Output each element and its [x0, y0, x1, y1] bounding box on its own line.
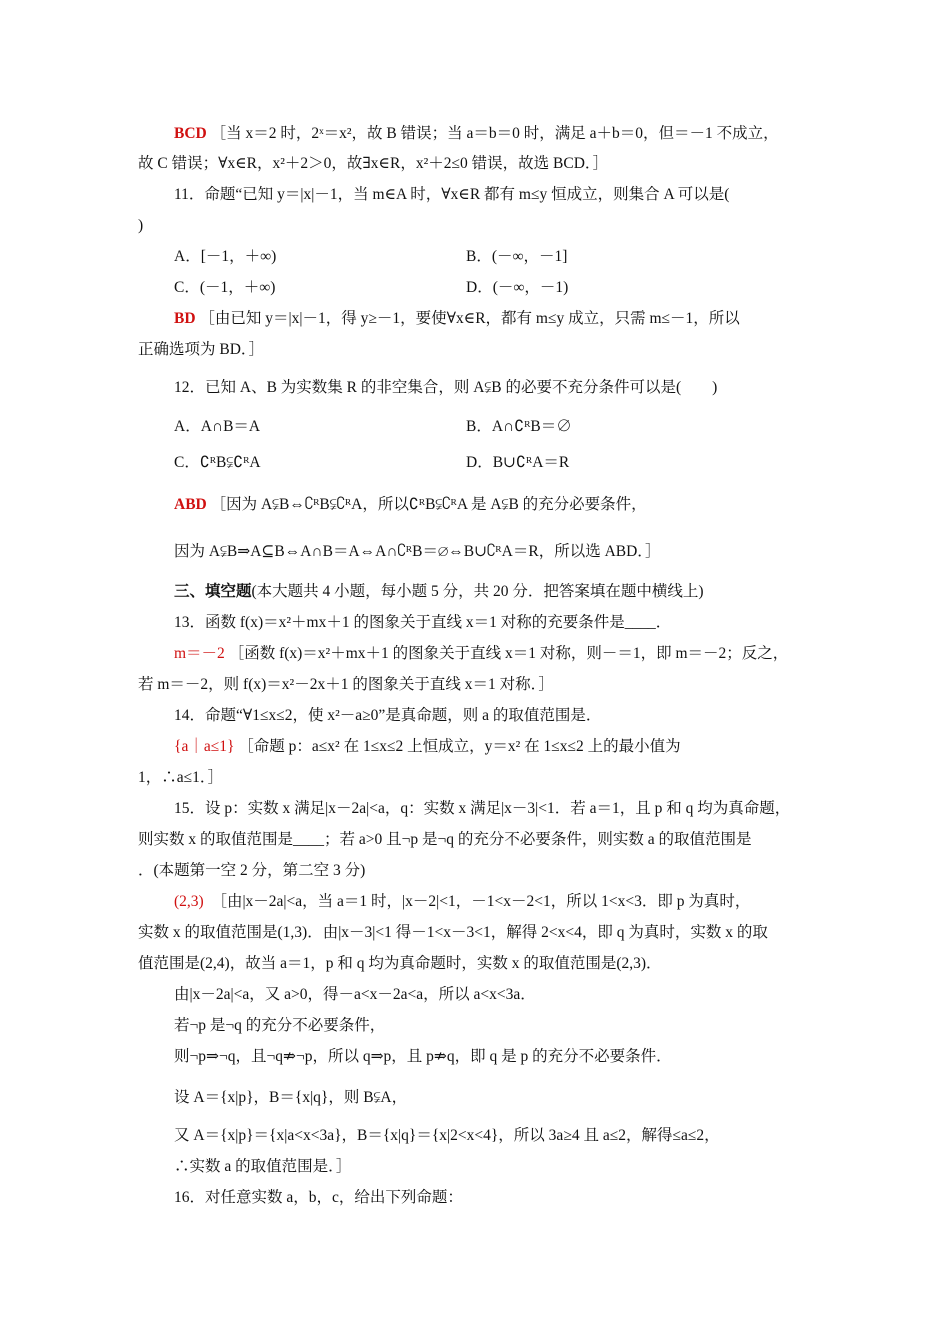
option-b: B．(－∞，－1] — [466, 248, 568, 265]
text-line: 设 A＝{x|p}，B＝{x|q}，则 B⫋A， — [174, 1089, 408, 1106]
answer-line — [174, 892, 750, 912]
text-line: 正确选项为 BD．］ — [138, 341, 265, 358]
answer-label: ABD — [174, 496, 207, 513]
answer-text: ［当 x＝2 时，2ˣ＝x²，故 B 错误；当 a＝b＝0 时，满足 a＋b＝0，但＝－1 不成立， — [206, 125, 779, 142]
answer-label: BD — [174, 310, 196, 327]
text-line: 值范围是(2,4)，故当 a＝1，p 和 q 均为真命题时，实数 x 的取值范围是(2,3)． — [138, 955, 662, 972]
text-line: 因为 A⫋B⇒A⊆B⇔A∩B＝A⇔A∩∁ᴿB＝∅⇔B∪∁ᴿA＝R，所以选 ABD．］ — [174, 543, 661, 560]
option-c: C．∁ᴿB⫋∁ᴿA — [174, 454, 261, 471]
question-14: 14．命题“∀1≤x≤2，使 x²－a≥0”是真命题，则 a 的取值范围是． — [174, 707, 602, 724]
text-line: 1，∴a≤1．］ — [138, 769, 224, 786]
text-line: 若¬p 是¬q 的充分不必要条件， — [174, 1017, 386, 1034]
text-line: 实数 x 的取值范围是(1,3)．由|x－3|<1 得－1<x－3<1，解得 2<x<4，即 q 为真时，实数 x 的取 — [138, 924, 768, 941]
text-line: ．(本题第一空 2 分，第二空 3 分) — [138, 862, 366, 879]
option-c: C．(－1，＋∞) — [174, 279, 276, 296]
text-line: 若 m＝－2，则 f(x)＝x²－2x＋1 的图象关于直线 x＝1 对称．］ — [138, 676, 554, 693]
answer-text: ［由|x－2a|<a，当 a＝1 时，|x－2|<1，－1<x－2<1，所以 1<x<3．即 p 为真时， — [203, 893, 751, 910]
text-line: 故 C 错误；∀x∈R，x²＋2＞0，故∃x∈R，x²＋2≤0 错误，故选 BCD．］ — [138, 155, 609, 172]
answer-line — [174, 495, 647, 515]
option-a: A．[－1，＋∞) — [174, 248, 277, 265]
section-note: (本大题共 4 小题，每小题 5 分，共 20 分．把答案填在题中横线上) — [251, 583, 704, 600]
text-line: ∴实数 a 的取值范围是．］ — [174, 1158, 352, 1175]
section-heading — [174, 582, 704, 602]
text-line: 又 A＝{x|p}＝{x|a<x<3a}，B＝{x|q}＝{x|2<x<4}，所以 3a≥4 且 a≤2，解得≤a≤2， — [174, 1127, 720, 1144]
text-line: ) — [138, 217, 144, 234]
answer-line — [174, 644, 788, 664]
answer-label: m＝－2 — [174, 645, 225, 662]
option-d: D．(－∞，－1) — [466, 279, 569, 296]
option-b: B．A∩∁ᴿB＝∅ — [466, 418, 572, 435]
answer-text: ［函数 f(x)＝x²＋mx＋1 的图象关于直线 x＝1 对称，则－＝1，即 m＝－2；反之， — [224, 645, 789, 662]
answer-line — [174, 309, 740, 329]
answer-text: ［由已知 y＝|x|－1，得 y≥－1，要使∀x∈R，都有 m≤y 成立，只需 m≤－1，所以 — [195, 310, 740, 327]
answer-text: ［命题 p：a≤x² 在 1≤x≤2 上恒成立，y＝x² 在 1≤x≤2 上的最小值为 — [234, 738, 681, 755]
answer-line — [174, 737, 681, 757]
question-13: 13．函数 f(x)＝x²＋mx＋1 的图象关于直线 x＝1 对称的充要条件是____． — [174, 614, 672, 631]
question-12: 12．已知 A、B 为实数集 R 的非空集合，则 A⫋B 的必要不充分条件可以是( ) — [174, 379, 718, 396]
text-line: 则实数 x 的取值范围是____；若 a>0 且¬p 是¬q 的充分不必要条件，则实数 a 的取值范围是 — [138, 831, 752, 848]
question-11: 11．命题“已知 y＝|x|－1，当 m∈A 时，∀x∈R 都有 m≤y 恒成立，则集合 A 可以是( — [174, 186, 730, 203]
option-d: D．B∪∁ᴿA＝R — [466, 454, 570, 471]
answer-line — [174, 124, 779, 144]
option-a: A．A∩B＝A — [174, 418, 261, 435]
answer-text: ［因为 A⫋B⇔∁ᴿB⫋∁ᴿA，所以∁ᴿB⫋∁ᴿA 是 A⫋B 的充分必要条件， — [206, 496, 647, 513]
answer-label: {a｜a≤1} — [174, 738, 235, 755]
section-title: 三、填空题 — [174, 583, 252, 600]
question-15: 15．设 p：实数 x 满足|x－2a|<a，q：实数 x 满足|x－3|<1．若 a＝1，且 p 和 q 均为真命题， — [174, 800, 791, 817]
question-16: 16．对任意实数 a，b，c，给出下列命题： — [174, 1189, 463, 1206]
text-line: 由|x－2a|<a，又 a>0，得－a<x－2a<a，所以 a<x<3a． — [174, 986, 536, 1003]
text-line: 则¬p⇒¬q，且¬q⇏¬p，所以 q⇒p，且 p⇏q，即 q 是 p 的充分不必要条件． — [174, 1048, 672, 1065]
answer-label: BCD — [174, 125, 207, 142]
answer-label: (2,3) — [174, 893, 204, 910]
